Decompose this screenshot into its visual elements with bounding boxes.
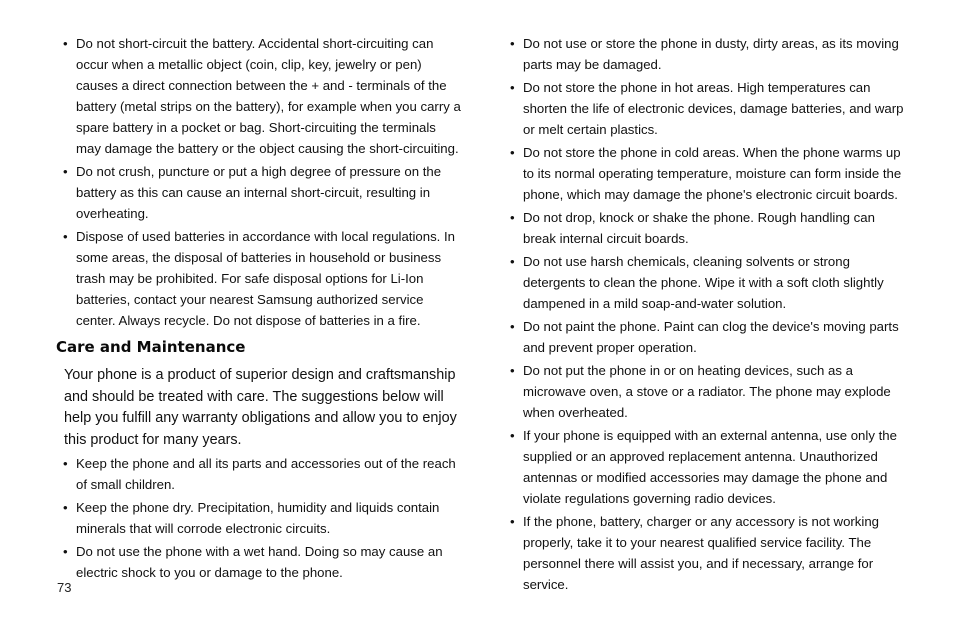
- list-item: • Keep the phone and all its parts and accessories out of the reach of small children.: [62, 453, 464, 495]
- list-item: • Dispose of used batteries in accordance with local regulations. In some areas, the disposal of batteries in household or business trash may be prohibited. For safe disposal options for Li-Ion batteries, contact your nearest Samsung authorized service center. Always recycle. Do not dispose of batteries in a fire.: [62, 226, 464, 331]
- list-item: • Do not use or store the phone in dusty, dirty areas, as its moving parts may be damaged.: [509, 33, 911, 75]
- right-column: [509, 33, 911, 597]
- battery-bullet-list: [62, 33, 464, 331]
- list-item: • Keep the phone dry. Precipitation, humidity and liquids contain minerals that will corrode electronic circuits.: [62, 497, 464, 539]
- list-item: • If the phone, battery, charger or any accessory is not working properly, take it to your nearest qualified service facility. The personnel there will assist you, and if necessary, arrange for service.: [509, 511, 911, 595]
- maintenance-bullet-list: [509, 33, 911, 595]
- list-item: • Do not use the phone with a wet hand. Doing so may cause an electric shock to you or damage to the phone.: [62, 541, 464, 583]
- care-bullet-list: [62, 453, 464, 583]
- intro-paragraph: Your phone is a product of superior design and craftsmanship and should be treated with care. The suggestions below will help you fulfill any warranty obligations and allow you to enjoy this product for many years.: [64, 367, 457, 448]
- left-column: [56, 33, 464, 585]
- list-item: • Do not use harsh chemicals, cleaning solvents or strong detergents to clean the phone. Wipe it with a soft cloth slightly dampened in a mild soap-and-water solution.: [509, 251, 911, 314]
- section-title: Care and Maintenance: [56, 338, 246, 356]
- list-item: • Do not paint the phone. Paint can clog the device's moving parts and prevent proper operation.: [509, 316, 911, 358]
- list-item: • Do not crush, puncture or put a high degree of pressure on the battery as this can cause an internal short-circuit, resulting in overheating.: [62, 161, 464, 224]
- list-item: • Do not store the phone in hot areas. High temperatures can shorten the life of electronic devices, damage batteries, and warp or melt certain plastics.: [509, 77, 911, 140]
- list-item: • Do not put the phone in or on heating devices, such as a microwave oven, a stove or a radiator. The phone may explode when overheated.: [509, 360, 911, 423]
- list-item: • Do not drop, knock or shake the phone. Rough handling can break internal circuit boards.: [509, 207, 911, 249]
- list-item: • Do not store the phone in cold areas. When the phone warms up to its normal operating temperature, moisture can form inside the phone, which may damage the phone's electronic circuit boards.: [509, 142, 911, 205]
- list-item: • If your phone is equipped with an external antenna, use only the supplied or an approved replacement antenna. Unauthorized antennas or modified accessories may damage the phone and violate regulations governing radio devices.: [509, 425, 911, 509]
- list-item: • Do not short-circuit the battery. Accidental short-circuiting can occur when a metallic object (coin, clip, key, jewelry or pen) causes a direct connection between the + and - terminals of the battery (metal strips on the battery), for example when you carry a spare battery in a pocket or bag. Short-circuiting the terminals may damage the battery or the object causing the short-circuiting.: [62, 33, 464, 159]
- page-number: 73: [57, 580, 72, 595]
